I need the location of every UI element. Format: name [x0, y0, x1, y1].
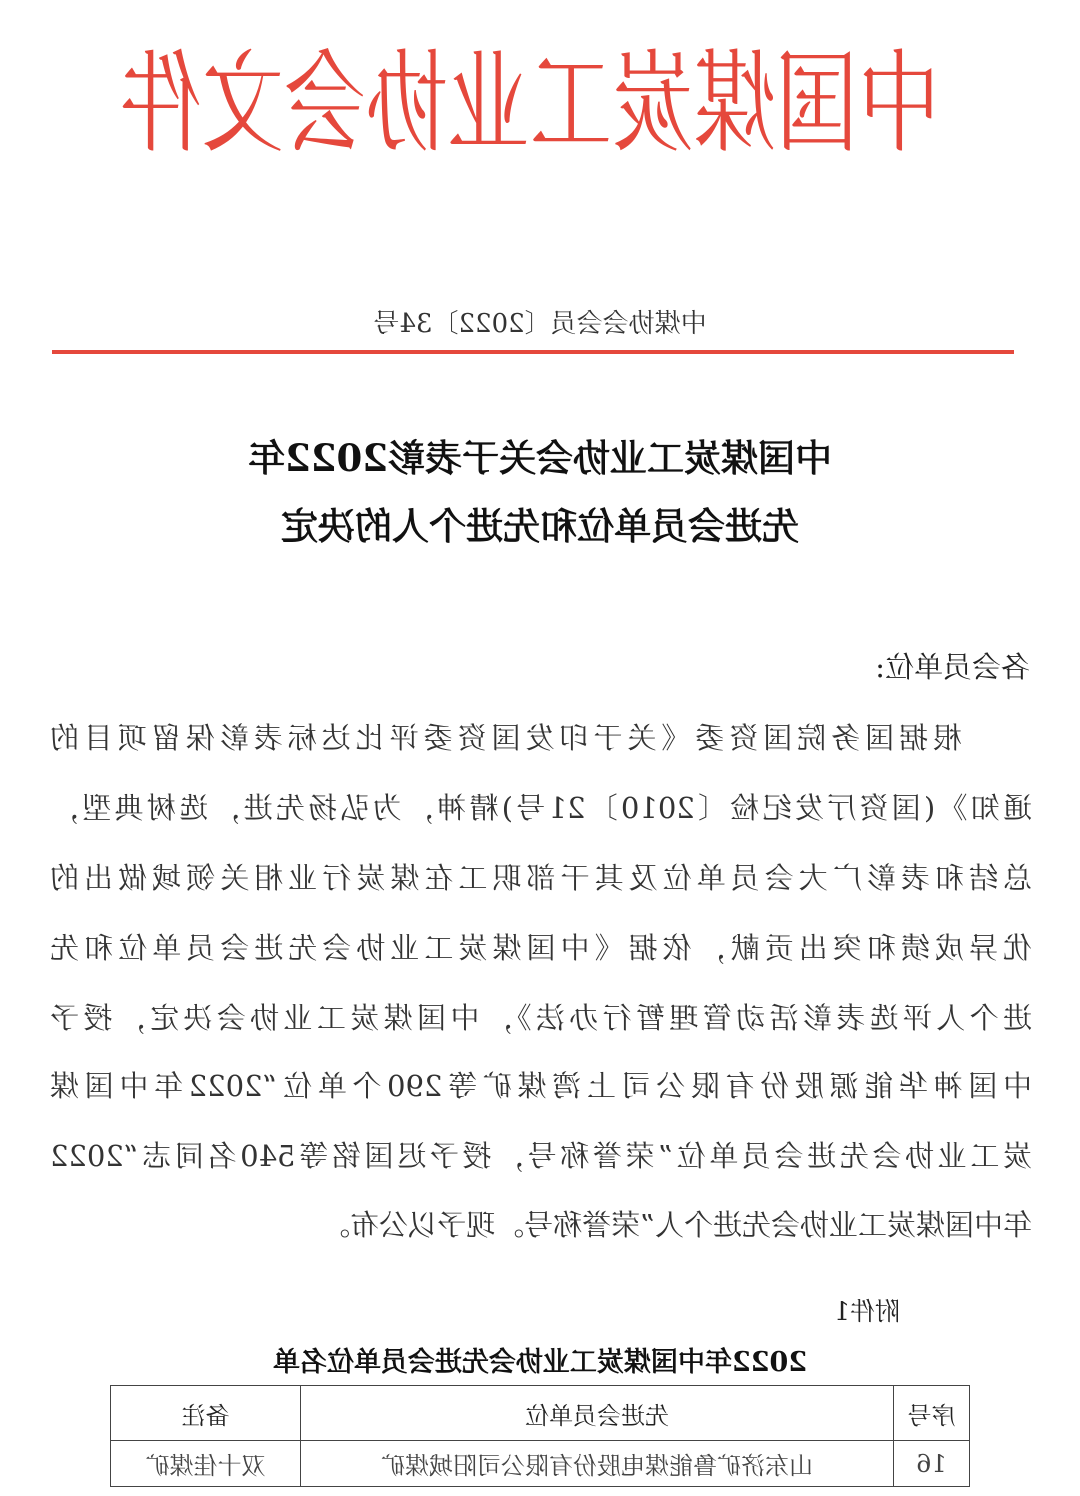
body-line: 年中国煤炭工业协会先进个人”荣誉称号。现予以公布。 [321, 1208, 1032, 1242]
body-line: 总结和表彰广大会员单位及其干部职工在煤炭行业相关领域做出的 [50, 861, 1032, 895]
document-number: 中煤协会会员〔2022〕34号 [373, 309, 707, 339]
header-unit: 先进会员单位 [301, 1386, 894, 1441]
salutation: 各会员单位: [875, 650, 1030, 684]
attachment-label: 附件1 [834, 1297, 900, 1326]
masthead: 中国煤炭工业协会文件 [119, 40, 940, 169]
body-line: 中国神华能源股份有限公司上湾煤矿等290个单位“2022年中国煤 [50, 1069, 1032, 1103]
title-line-2: 先进会员单位和先进个人的决定 [281, 504, 799, 548]
title-line-1: 中国煤炭工业协会关于表彰2022年 [248, 436, 832, 480]
body-line: 优异成绩和突出贡献，依据《中国煤炭工业协会先进会员单位和先 [50, 931, 1032, 965]
header-remark: 备注 [111, 1386, 301, 1441]
table-header-row [111, 1386, 970, 1441]
red-divider [52, 350, 1014, 354]
cell-remark: 双十佳煤矿 [111, 1441, 301, 1487]
cell-unit: 山东济矿鲁能煤电股份有限公司阳城煤矿 [301, 1441, 894, 1487]
body-line: 根据国务院国资委《关于印发国资委评比达标表彰保留项目的 [50, 721, 962, 755]
body-line: 进个人评选表彰活动管理暂行办法》，中国煤炭工业协会决定，授予 [50, 1001, 1032, 1035]
body-line: 炭工业协会先进会员单位”荣誉称号，授予迟国铭等540名同志“2022 [50, 1139, 1032, 1173]
units-table [110, 1385, 970, 1487]
body-line: 通知》(国资厅发纪检〔2010〕21号)精神，为弘扬先进，选树典型， [50, 791, 1032, 825]
header-index: 序号 [894, 1386, 970, 1441]
table-title: 2022年中国煤炭工业协会先进会员单位名单 [272, 1347, 808, 1378]
cell-index: 16 [894, 1441, 970, 1487]
table-row [111, 1441, 970, 1487]
